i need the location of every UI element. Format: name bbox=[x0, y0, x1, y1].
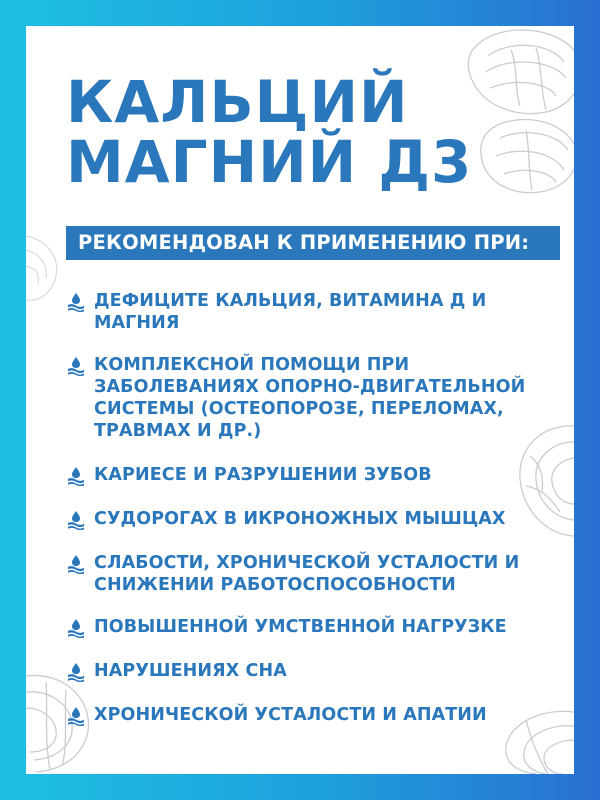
water-drops-icon bbox=[66, 706, 86, 726]
list-item-text bbox=[94, 354, 564, 442]
water-drops-icon bbox=[66, 510, 86, 530]
water-drops-icon bbox=[66, 466, 86, 486]
list-item-line: СИСТЕМЫ (ОСТЕОПОРОЗЕ, ПЕРЕЛОМАХ, bbox=[94, 399, 504, 419]
product-title bbox=[66, 68, 473, 196]
list-item-text bbox=[94, 660, 564, 682]
list-item-line: НАРУШЕНИЯХ СНА bbox=[94, 661, 287, 681]
recommendation-heading: РЕКОМЕНДОВАН К ПРИМЕНЕНИЮ ПРИ: bbox=[66, 226, 560, 260]
oyster-shell-sketch-left bbox=[26, 226, 66, 306]
list-item-line: МАГНИЯ bbox=[94, 313, 180, 333]
product-title-line-2: МАГНИЙ Д3 bbox=[66, 128, 473, 196]
list-item-text bbox=[94, 704, 564, 726]
product-title-line-1: КАЛЬЦИЙ bbox=[66, 68, 409, 136]
list-item-line: ПОВЫШЕННОЙ УМСТВЕННОЙ НАГРУЗКЕ bbox=[94, 617, 507, 637]
list-item-line: СЛАБОСТИ, ХРОНИЧЕСКОЙ УСТАЛОСТИ И bbox=[94, 553, 520, 573]
list-item-line: СНИЖЕНИИ РАБОТОСПОСОБНОСТИ bbox=[94, 575, 456, 595]
water-drops-icon bbox=[66, 662, 86, 682]
list-item-line: ДЕФИЦИТЕ КАЛЬЦИЯ, ВИТАМИНА Д И bbox=[94, 291, 487, 311]
content-card bbox=[26, 26, 574, 774]
list-item-line: СУДОРОГАХ В ИКРОНОЖНЫХ МЫШЦАХ bbox=[94, 509, 506, 529]
list-item-line: КОМПЛЕКСНОЙ ПОМОЩИ ПРИ bbox=[94, 355, 410, 375]
water-drops-icon bbox=[66, 356, 86, 376]
list-item-line: ХРОНИЧЕСКОЙ УСТАЛОСТИ И АПАТИИ bbox=[94, 705, 487, 725]
list-item-text bbox=[94, 464, 564, 486]
water-drops-icon bbox=[66, 292, 86, 312]
oyster-shell-sketch-top-right bbox=[456, 26, 574, 196]
list-item-text bbox=[94, 616, 564, 638]
list-item-text bbox=[94, 552, 564, 596]
water-drops-icon bbox=[66, 554, 86, 574]
list-item-text bbox=[94, 290, 564, 334]
list-item-line: КАРИЕСЕ И РАЗРУШЕНИИ ЗУБОВ bbox=[94, 465, 432, 485]
list-item-line: ЗАБОЛЕВАНИЯХ ОПОРНО-ДВИГАТЕЛЬНОЙ bbox=[94, 377, 526, 397]
list-item-text bbox=[94, 508, 564, 530]
list-item-line: ТРАВМАХ И ДР.) bbox=[94, 421, 262, 441]
water-drops-icon bbox=[66, 618, 86, 638]
